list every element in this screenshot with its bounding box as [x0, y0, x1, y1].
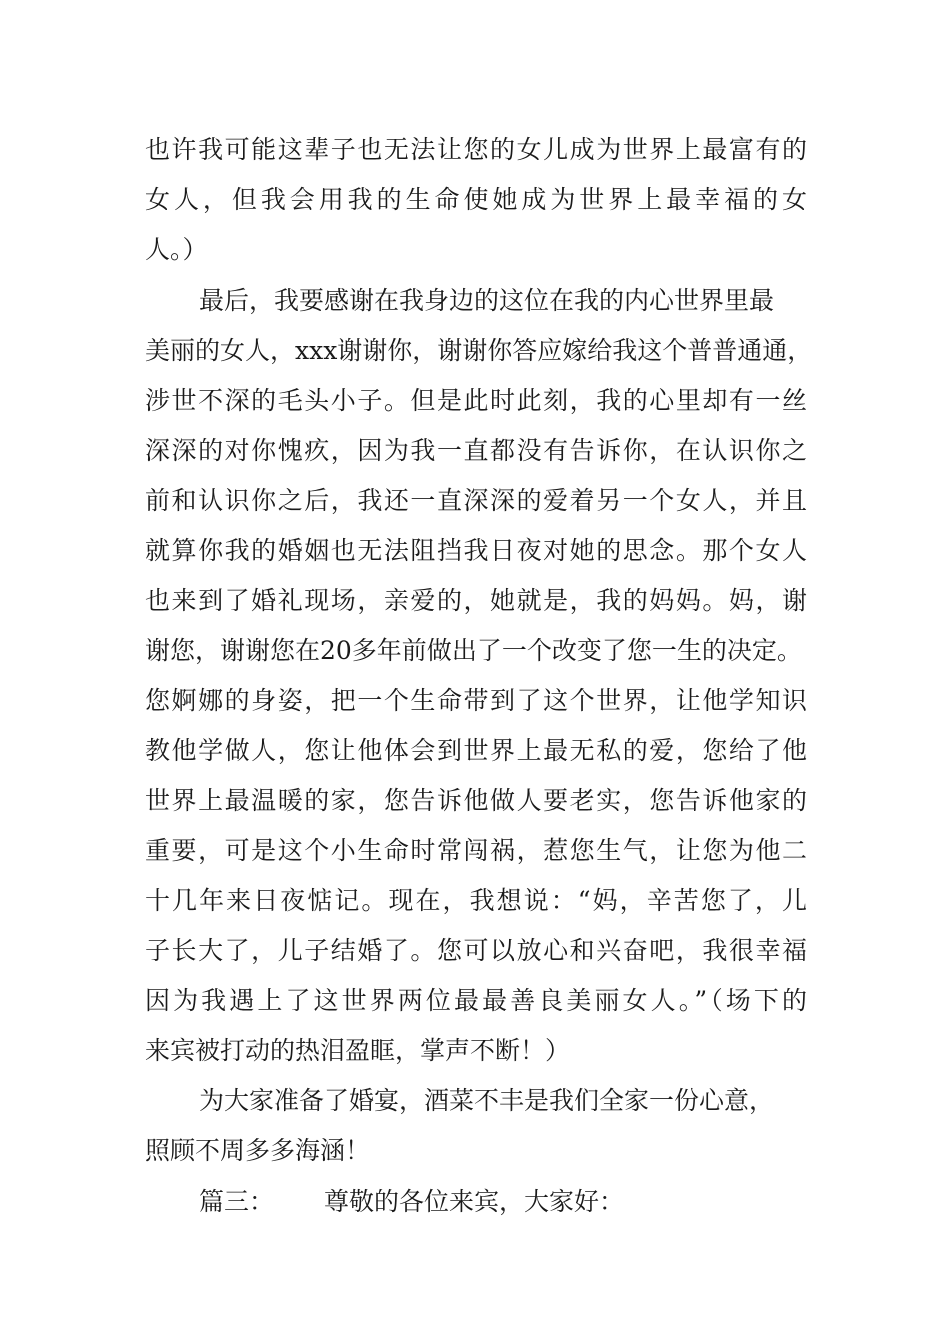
text-line: 世界上最温暖的家，您告诉他做人要老实，您告诉他家的	[145, 786, 807, 815]
text-line: 您婀娜的身姿，把一个生命带到了这个世界，让他学知识	[145, 686, 807, 715]
text-line: 照顾不周多多海涵！	[145, 1136, 371, 1165]
section-greeting: 尊敬的各位来宾，大家好：	[324, 1187, 625, 1216]
text-line: 涉世不深的毛头小子。但是此时此刻，我的心里却有一丝	[145, 386, 807, 415]
text-line: 女人，但我会用我的生命使她成为世界上最幸福的女	[145, 185, 807, 214]
text-line: 就算你我的婚姻也无法阻挡我日夜对她的思念。那个女人	[145, 536, 807, 565]
text-line: 十几年来日夜惦记。现在，我想说：“妈，辛苦您了，儿	[145, 886, 807, 915]
paragraph-start-line: 最后，我要感谢在我身边的这位在我的内心世界里最	[199, 286, 775, 315]
text-line: 重要，可是这个小生命时常闯祸，惹您生气，让您为他二	[145, 836, 807, 865]
text-line: 子长大了，儿子结婚了。您可以放心和兴奋吧，我很幸福	[145, 936, 807, 965]
text-line: 深深的对你愧疚，因为我一直都没有告诉你，在认识你之	[145, 436, 807, 465]
section-label: 篇三：	[199, 1187, 275, 1216]
text-line: 也来到了婚礼现场，亲爱的，她就是，我的妈妈。妈，谢	[145, 586, 807, 615]
text-line: 也许我可能这辈子也无法让您的女儿成为世界上最富有的	[145, 135, 807, 164]
text-line: 来宾被打动的热泪盈眶，掌声不断！）	[145, 1036, 571, 1065]
text-line: 谢您，谢谢您在20多年前做出了一个改变了您一生的决定。	[145, 636, 802, 665]
text-line: 因为我遇上了这世界两位最最善良美丽女人。”（场下的	[145, 986, 807, 1015]
text-line: 人。）	[145, 235, 208, 264]
text-line: 前和认识你之后，我还一直深深的爱着另一个女人，并且	[145, 486, 807, 515]
paragraph-start-line: 为大家准备了婚宴，酒菜不丰是我们全家一份心意，	[199, 1086, 775, 1115]
text-line: 美丽的女人，xxx谢谢你，谢谢你答应嫁给我这个普普通通，	[145, 336, 813, 365]
text-line: 教他学做人，您让他体会到世界上最无私的爱，您给了他	[145, 736, 807, 765]
